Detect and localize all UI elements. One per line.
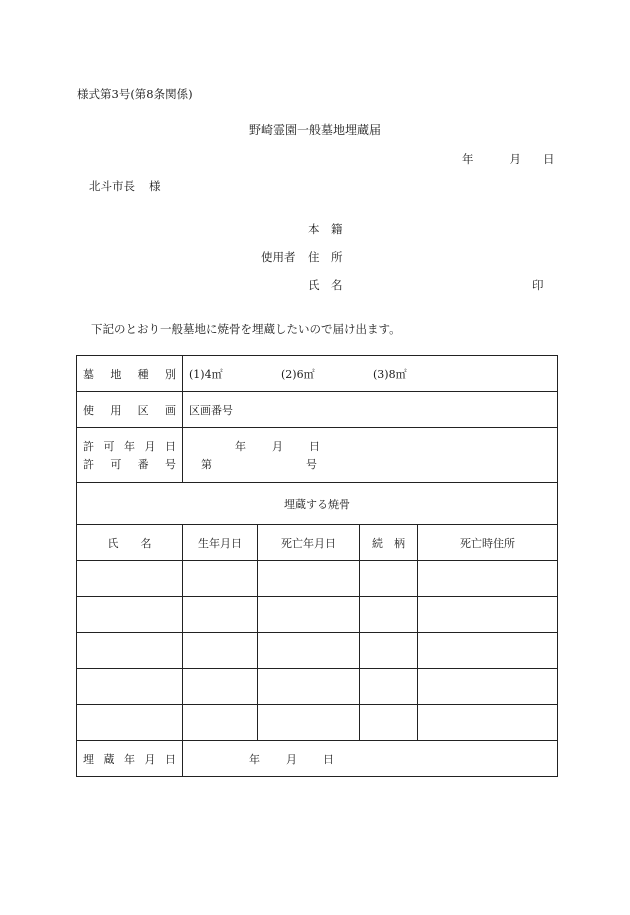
cell-birth-date[interactable] xyxy=(183,705,258,741)
remains-row xyxy=(77,597,558,633)
cell-birth-date[interactable] xyxy=(183,633,258,669)
year-label: 年 xyxy=(235,440,246,453)
label-char: 使 xyxy=(83,403,94,417)
cell-relationship[interactable] xyxy=(360,561,418,597)
name-label: 氏 名 xyxy=(308,278,343,292)
burial-form-table xyxy=(76,355,558,777)
cell-relationship[interactable] xyxy=(360,705,418,741)
plot-option-4sqm[interactable]: (1)4㎡ xyxy=(189,367,223,381)
cell-death-date[interactable] xyxy=(258,633,360,669)
month-label: 月 xyxy=(286,752,297,766)
number-prefix: 第 xyxy=(201,458,212,471)
usage-value-field[interactable] xyxy=(183,392,558,428)
label-char: 墓 xyxy=(83,367,94,381)
addressee-name: 北斗市長 xyxy=(89,179,135,193)
month-label: 月 xyxy=(272,440,283,453)
label-char: 年 xyxy=(124,440,135,453)
plot-number-label: 区画番号 xyxy=(189,403,233,417)
remains-row xyxy=(77,705,558,741)
label-char: 埋 xyxy=(83,752,94,766)
date-year-label: 年 xyxy=(462,152,474,166)
remains-row xyxy=(77,561,558,597)
cell-name[interactable] xyxy=(77,669,183,705)
label-char: 月 xyxy=(144,752,156,766)
cell-death-date[interactable] xyxy=(258,669,360,705)
burial-date-row xyxy=(77,741,558,777)
form-number: 様式第3号(第8条関係) xyxy=(77,87,193,101)
cell-death-date[interactable] xyxy=(258,597,360,633)
label-char: 可 xyxy=(110,458,122,471)
cell-birth-date[interactable] xyxy=(183,669,258,705)
label-char: 番 xyxy=(137,458,149,471)
form-title: 野崎霊園一般墓地埋蔵届 xyxy=(248,123,381,137)
col-death-address: 死亡時住所 xyxy=(418,525,558,561)
label-char: 日 xyxy=(165,752,176,766)
plot-option-6sqm[interactable]: (2)6㎡ xyxy=(281,367,315,381)
seal-label: 印 xyxy=(532,278,544,292)
remains-section-row xyxy=(77,483,558,525)
label-char: 許 xyxy=(83,458,94,471)
col-name: 氏 名 xyxy=(77,525,183,561)
label-char: 地 xyxy=(110,367,122,381)
plot-type-options xyxy=(183,356,558,392)
address-label: 住 所 xyxy=(308,250,343,264)
cell-relationship[interactable] xyxy=(360,597,418,633)
addressee xyxy=(89,178,161,194)
day-label: 日 xyxy=(309,440,320,453)
year-label: 年 xyxy=(249,752,260,766)
cell-relationship[interactable] xyxy=(360,633,418,669)
submission-date xyxy=(462,151,555,167)
label-char: 種 xyxy=(137,367,149,381)
cell-name[interactable] xyxy=(77,633,183,669)
plot-type-label xyxy=(77,356,183,392)
cell-death-address[interactable] xyxy=(418,561,558,597)
col-birth-date: 生年月日 xyxy=(183,525,258,561)
burial-date-field[interactable] xyxy=(183,741,558,777)
plot-option-8sqm[interactable]: (3)8㎡ xyxy=(373,367,407,381)
remains-row xyxy=(77,633,558,669)
addressee-honorific: 様 xyxy=(149,179,161,193)
cell-relationship[interactable] xyxy=(360,669,418,705)
col-relationship: 続 柄 xyxy=(360,525,418,561)
cell-name[interactable] xyxy=(77,561,183,597)
permit-number-value xyxy=(183,456,557,472)
remains-row xyxy=(77,669,558,705)
day-label: 日 xyxy=(323,752,334,766)
number-suffix: 号 xyxy=(306,458,317,471)
permit-date-value xyxy=(183,438,557,454)
plot-type-row xyxy=(77,356,558,392)
cell-name[interactable] xyxy=(77,705,183,741)
permit-labels xyxy=(77,428,183,483)
label-char: 可 xyxy=(103,440,115,453)
label-char: 許 xyxy=(83,440,94,453)
honseki-label: 本 籍 xyxy=(308,222,343,236)
label-char: 別 xyxy=(164,367,176,381)
label-char: 年 xyxy=(124,752,135,766)
cell-death-address[interactable] xyxy=(418,633,558,669)
cell-death-date[interactable] xyxy=(258,561,360,597)
permit-value-field[interactable] xyxy=(183,428,558,483)
date-month-label: 月 xyxy=(509,152,521,166)
label-char: 月 xyxy=(144,440,156,453)
label-char: 号 xyxy=(164,458,176,471)
label-char: 蔵 xyxy=(103,752,115,766)
permit-row xyxy=(77,428,558,483)
burial-date-label xyxy=(77,741,183,777)
cell-birth-date[interactable] xyxy=(183,597,258,633)
cell-birth-date[interactable] xyxy=(183,561,258,597)
date-day-label: 日 xyxy=(543,152,555,166)
label-char: 画 xyxy=(164,403,176,417)
remains-header-row xyxy=(77,525,558,561)
usage-row xyxy=(77,392,558,428)
col-death-date: 死亡年月日 xyxy=(258,525,360,561)
label-char: 日 xyxy=(165,440,176,453)
remains-section-title: 埋蔵する焼骨 xyxy=(77,483,558,525)
cell-death-address[interactable] xyxy=(418,597,558,633)
cell-death-address[interactable] xyxy=(418,705,558,741)
cell-death-address[interactable] xyxy=(418,669,558,705)
statement-text: 下記のとおり一般墓地に焼骨を埋蔵したいので届け出ます。 xyxy=(91,322,401,336)
user-label: 使用者 xyxy=(261,250,296,264)
usage-label xyxy=(77,392,183,428)
cell-name[interactable] xyxy=(77,597,183,633)
cell-death-date[interactable] xyxy=(258,705,360,741)
label-char: 区 xyxy=(137,403,149,417)
label-char: 用 xyxy=(110,403,122,417)
